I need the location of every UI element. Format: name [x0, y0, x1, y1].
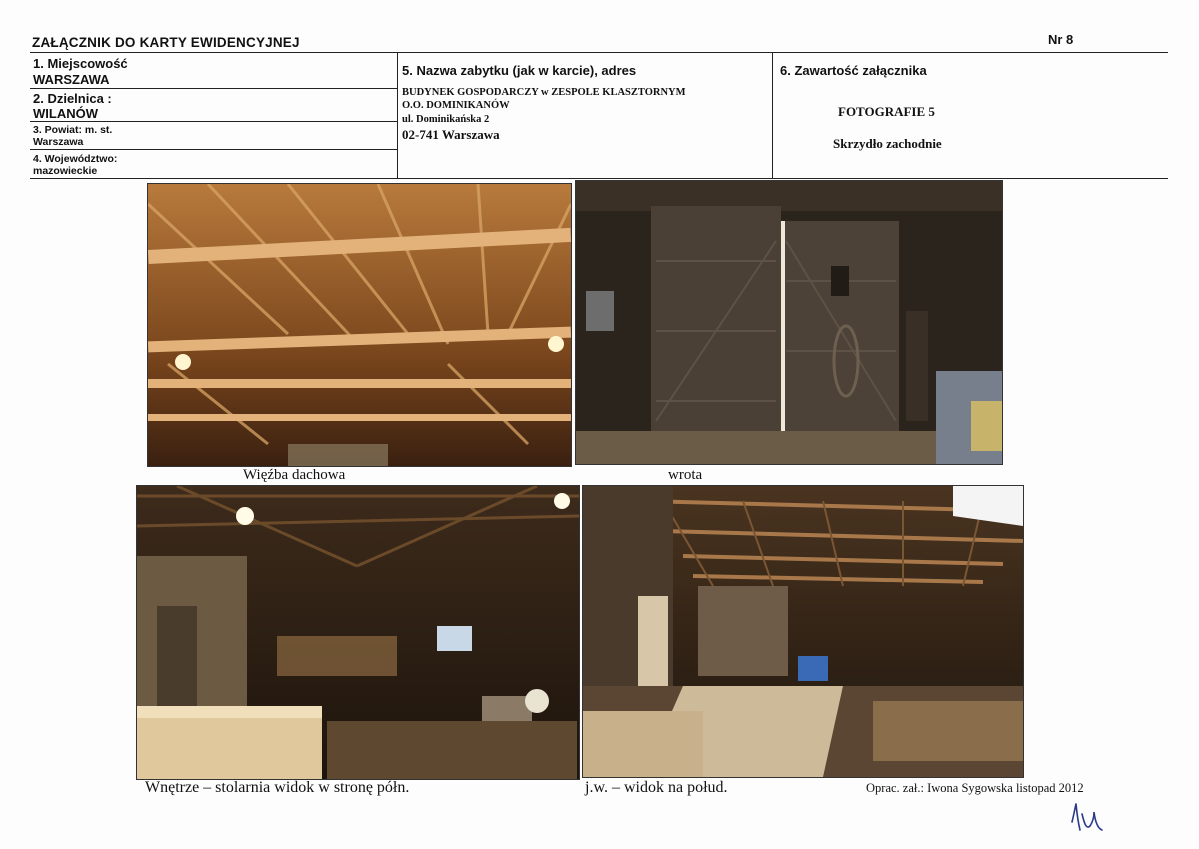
powiat-value: Warszawa [33, 136, 84, 148]
wojewodztwo-value: mazowieckie [33, 165, 98, 177]
content-title: FOTOGRAFIE 5 [838, 104, 935, 119]
attachment-title: ZAŁĄCZNIK DO KARTY EWIDENCYJNEJ [32, 35, 300, 50]
photo-roof-truss-caption: Więźba dachowa [243, 467, 346, 483]
photo-gate-caption: wrota [668, 467, 703, 483]
form-bottom-rule [30, 178, 1168, 179]
content-subtitle: Skrzydło zachodnie [833, 136, 942, 151]
photo-roof-truss [147, 183, 572, 467]
monument-street: ul. Dominikańska 2 [402, 114, 490, 125]
wojewodztwo-label: 4. Województwo: [33, 153, 118, 165]
form-divider-2 [772, 52, 773, 178]
monument-name-label: 5. Nazwa zabytku (jak w karcie), adres [402, 63, 637, 78]
monument-city: 02-741 Warszawa [402, 127, 500, 142]
photo-gate [575, 180, 1003, 465]
monument-name-line1: BUDYNEK GOSPODARCZY w ZESPOLE KLASZTORNYM [402, 87, 686, 98]
form-divider-1 [397, 52, 398, 178]
author-note: Oprac. zał.: Iwona Sygowska listopad 2012 [866, 781, 1084, 795]
attachment-number: Nr 8 [1048, 32, 1074, 47]
col1-rule-2 [30, 121, 397, 122]
photo-workshop-north [136, 485, 580, 780]
attachment-content-label: 6. Zawartość załącznika [780, 63, 927, 78]
photo-workshop-north-caption: Wnętrze – stolarnia widok w stronę półn. [145, 779, 410, 796]
miejscowosc-value: WARSZAWA [33, 72, 110, 87]
dzielnica-label: 2. Dzielnica : [33, 91, 112, 106]
col1-rule-3 [30, 149, 397, 150]
handwritten-signature [1068, 800, 1110, 836]
col1-rule-1 [30, 88, 397, 89]
photo-view-south [582, 485, 1024, 778]
photo-view-south-caption: j.w. – widok na połud. [585, 779, 728, 796]
form-top-rule [30, 52, 1168, 53]
miejscowosc-label: 1. Miejscowość [33, 56, 128, 71]
dzielnica-value: WILANÓW [33, 106, 98, 121]
monument-name-line2: O.O. DOMINIKANÓW [402, 100, 510, 111]
powiat-label: 3. Powiat: m. st. [33, 124, 113, 136]
